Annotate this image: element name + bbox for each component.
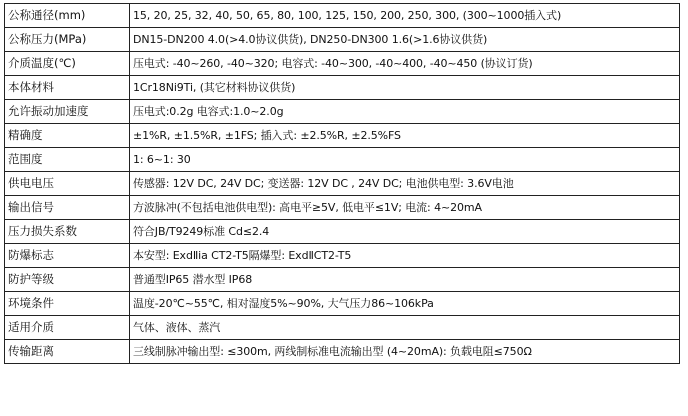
row-label: 本体材料 [5, 76, 130, 100]
row-label: 公称通径(mm) [5, 4, 130, 28]
row-label: 公称压力(MPa) [5, 28, 130, 52]
row-label: 传输距离 [5, 340, 130, 364]
row-value: 1Cr18Ni9Ti, (其它材料协议供货) [130, 76, 680, 100]
row-label: 供电电压 [5, 172, 130, 196]
row-label: 防护等级 [5, 268, 130, 292]
table-row [5, 148, 680, 172]
row-value: ±1%R, ±1.5%R, ±1FS; 插入式: ±2.5%R, ±2.5%FS [130, 124, 680, 148]
table-row [5, 124, 680, 148]
table-row [5, 244, 680, 268]
row-value: 1: 6~1: 30 [130, 148, 680, 172]
row-value: 气体、液体、蒸汽 [130, 316, 680, 340]
table-row [5, 172, 680, 196]
row-value: 15, 20, 25, 32, 40, 50, 65, 80, 100, 125, 150, 200, 250, 300, (300~1000插入式) [130, 4, 680, 28]
row-value: 三线制脉冲输出型: ≤300m, 两线制标准电流输出型 (4~20mA): 负载电阻≤750Ω [130, 340, 680, 364]
row-value: 普通型IP65 潜水型 IP68 [130, 268, 680, 292]
table-row [5, 52, 680, 76]
row-value: 传感器: 12V DC, 24V DC; 变送器: 12V DC , 24V DC; 电池供电型: 3.6V电池 [130, 172, 680, 196]
row-label: 介质温度(℃) [5, 52, 130, 76]
row-value: 压电式:0.2g 电容式:1.0~2.0g [130, 100, 680, 124]
row-value: 符合JB/T9249标准 Cd≤2.4 [130, 220, 680, 244]
row-label: 防爆标志 [5, 244, 130, 268]
table-row [5, 28, 680, 52]
table-row [5, 268, 680, 292]
row-label: 压力损失系数 [5, 220, 130, 244]
row-label: 范围度 [5, 148, 130, 172]
row-label: 环境条件 [5, 292, 130, 316]
table-row [5, 100, 680, 124]
row-value: DN15-DN200 4.0(>4.0协议供货), DN250-DN300 1.6(>1.6协议供货) [130, 28, 680, 52]
spec-table-body [5, 4, 680, 364]
table-row [5, 220, 680, 244]
spec-table [4, 3, 680, 364]
row-value: 方波脉冲(不包括电池供电型): 高电平≥5V, 低电平≤1V; 电流: 4~20mA [130, 196, 680, 220]
row-label: 精确度 [5, 124, 130, 148]
row-label: 适用介质 [5, 316, 130, 340]
row-value: 本安型: ExdⅡia CT2-T5隔爆型: ExdⅡCT2-T5 [130, 244, 680, 268]
table-row [5, 76, 680, 100]
table-row [5, 316, 680, 340]
row-value: 压电式: -40~260, -40~320; 电容式: -40~300, -40~400, -40~450 (协议订货) [130, 52, 680, 76]
table-row [5, 4, 680, 28]
table-row [5, 340, 680, 364]
row-label: 允许振动加速度 [5, 100, 130, 124]
table-row [5, 196, 680, 220]
row-label: 输出信号 [5, 196, 130, 220]
row-value: 温度-20℃~55℃, 相对湿度5%~90%, 大气压力86~106kPa [130, 292, 680, 316]
table-row [5, 292, 680, 316]
